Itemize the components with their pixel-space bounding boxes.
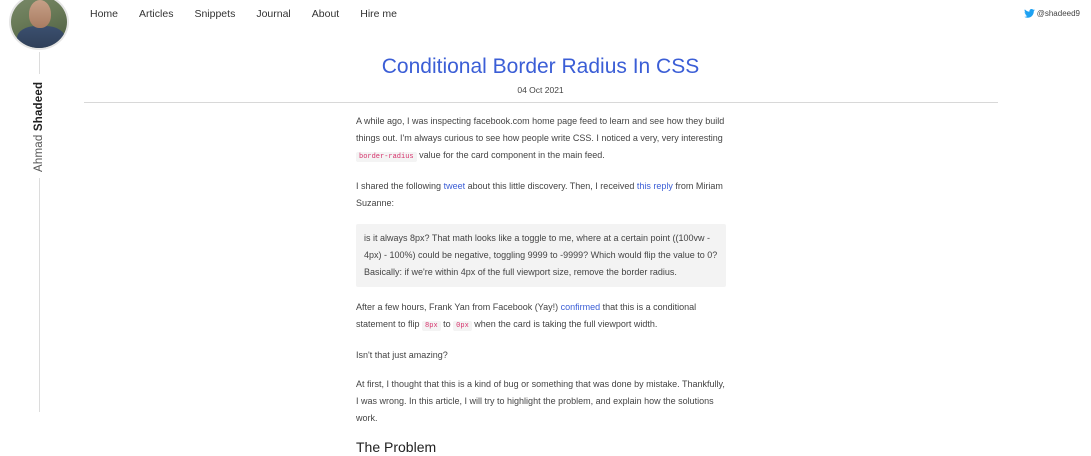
paragraph-2-text-c: from Miriam Suzanne: (356, 181, 723, 208)
author-name-vertical (33, 82, 45, 172)
nav-snippets[interactable]: Snippets (194, 8, 236, 20)
paragraph-1 (356, 113, 726, 166)
paragraph-5: At first, I thought that this is a kind of bug or something that was done by mistake. Thankfully, I was wrong. In this article, I will try to highlight the problem, and explain how the solutions work. (356, 379, 725, 423)
main-nav (90, 8, 418, 20)
twitter-bird-icon (1024, 9, 1035, 18)
paragraph-2-text-a: I shared the following (356, 181, 444, 191)
paragraph-3-text-c: to (440, 319, 454, 329)
rail-line (39, 178, 40, 412)
paragraph-3-text-b: that this is a conditional statement to flip (356, 302, 697, 329)
paragraph-3 (356, 299, 726, 335)
inline-code-border-radius: border-radius (356, 152, 417, 162)
twitter-handle: @shadeed9 (1036, 9, 1080, 18)
inline-code-0px: 0px (453, 321, 472, 331)
inline-code-8px: 8px (422, 321, 441, 331)
paragraph-3-text-d: when the card is taking the full viewport width. (471, 319, 658, 329)
section-heading-problem: The Problem (356, 439, 437, 455)
paragraph-1-text-a: A while ago, I was inspecting facebook.com home page feed to learn and see how they build things out. I'm always curious to see how people write CSS. I noticed a very, very interesting (356, 116, 725, 143)
paragraph-3-text-a: After a few hours, Frank Yan from Facebook (Yay!) (356, 302, 561, 312)
avatar-shirt (17, 26, 65, 50)
twitter-link[interactable] (1024, 9, 1080, 18)
author-last-name: Shadeed (33, 81, 45, 132)
header-divider (84, 102, 998, 103)
article-date: 04 Oct 2021 (517, 85, 564, 95)
avatar-face (29, 0, 51, 28)
nav-about[interactable]: About (311, 8, 340, 20)
nav-home[interactable]: Home (90, 8, 119, 20)
confirmed-link[interactable]: confirmed (560, 302, 601, 312)
nav-hire-me[interactable]: Hire me (360, 8, 397, 20)
paragraph-2-text-b: about this little discovery. Then, I received (465, 181, 637, 191)
article-title: Conditional Border Radius In CSS (381, 55, 700, 78)
reply-link[interactable]: this reply (636, 181, 673, 191)
article-body (356, 113, 726, 456)
paragraph-2 (356, 178, 726, 212)
nav-articles[interactable]: Articles (139, 8, 174, 20)
quote-block: is it always 8px? That math looks like a toggle to me, where at a certain point ((100vw - 4px) - 100%) could be negative, toggling 9999 to -9999? Which would flip the value to 0? Basically: if we're within 4px of the full viewport size, remove the border radius. (356, 224, 726, 287)
paragraph-4: Isn't that just amazing? (356, 350, 448, 360)
tweet-link[interactable]: tweet (443, 181, 466, 191)
avatar[interactable] (9, 0, 69, 50)
paragraph-1-text-b: value for the card component in the main feed. (416, 150, 605, 160)
nav-journal[interactable]: Journal (256, 8, 291, 20)
author-first-name: Ahmad (33, 134, 45, 172)
